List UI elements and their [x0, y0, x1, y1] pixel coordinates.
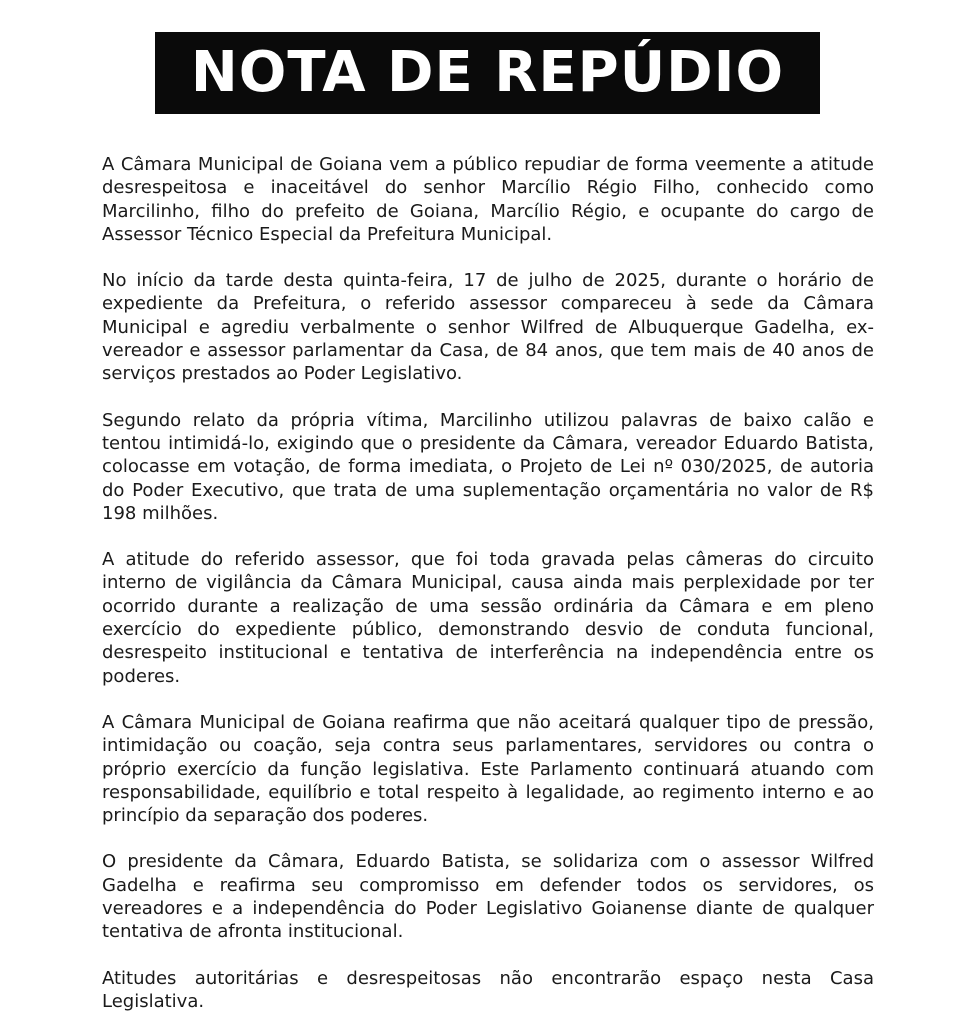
title-banner	[155, 32, 820, 114]
paragraph-1: A Câmara Municipal de Goiana vem a público repudiar de forma veemente a atitude desrespeitosa e inaceitável do senhor Marcílio Régio Filho, conhecido como Marcilinho, filho do prefeito de Goiana, Marcílio Régio, e ocupante do cargo de Assessor Técnico Especial da Prefeitura Municipal.	[102, 154, 874, 245]
paragraph-2: No início da tarde desta quinta-feira, 17 de julho de 2025, durante o horário de expediente da Prefeitura, o referido assessor compareceu à sede da Câmara Municipal e agrediu verbalmente o senhor Wilfred de Albuquerque Gadelha, ex-vereador e assessor parlamentar da Casa, de 84 anos, que tem mais de 40 anos de serviços prestados ao Poder Legislativo.	[102, 270, 874, 385]
paragraph-4: A atitude do referido assessor, que foi toda gravada pelas câmeras do circuito interno de vigilância da Câmara Municipal, causa ainda mais perplexidade por ter ocorrido durante a realização de uma sessão ordinária da Câmara e em pleno exercício do expediente público, demonstrando desvio de conduta funcional, desrespeito institucional e tentativa de interferência na independência entre os poderes.	[102, 549, 874, 687]
paragraph-7: Atitudes autoritárias e desrespeitosas não encontrarão espaço nesta Casa Legislativa.	[102, 967, 874, 1012]
page-title: NOTA DE REPÚDIO	[190, 40, 785, 105]
paragraph-5: A Câmara Municipal de Goiana reafirma que não aceitará qualquer tipo de pressão, intimidação ou coação, seja contra seus parlamentares, servidores ou contra o próprio exercício da função legislativa. Este Parlamento continuará atuando com responsabilidade, equilíbrio e total respeito à legalidade, ao regimento interno e ao princípio da separação dos poderes.	[102, 711, 874, 827]
document-body	[102, 153, 874, 1036]
paragraph-6: O presidente da Câmara, Eduardo Batista, se solidariza com o assessor Wilfred Gadelha e reafirma seu compromisso em defender todos os servidores, os vereadores e a independência do Poder Legislativo Goianense diante de qualquer tentativa de afronta institucional.	[102, 851, 874, 943]
paragraph-3: Segundo relato da própria vítima, Marcilinho utilizou palavras de baixo calão e tentou intimidá-lo, exigindo que o presidente da Câmara, vereador Eduardo Batista, colocasse em votação, de forma imediata, o Projeto de Lei nº 030/2025, de autoria do Poder Executivo, que trata de uma suplementação orçamentária no valor de R$ 198 milhões.	[102, 409, 874, 524]
